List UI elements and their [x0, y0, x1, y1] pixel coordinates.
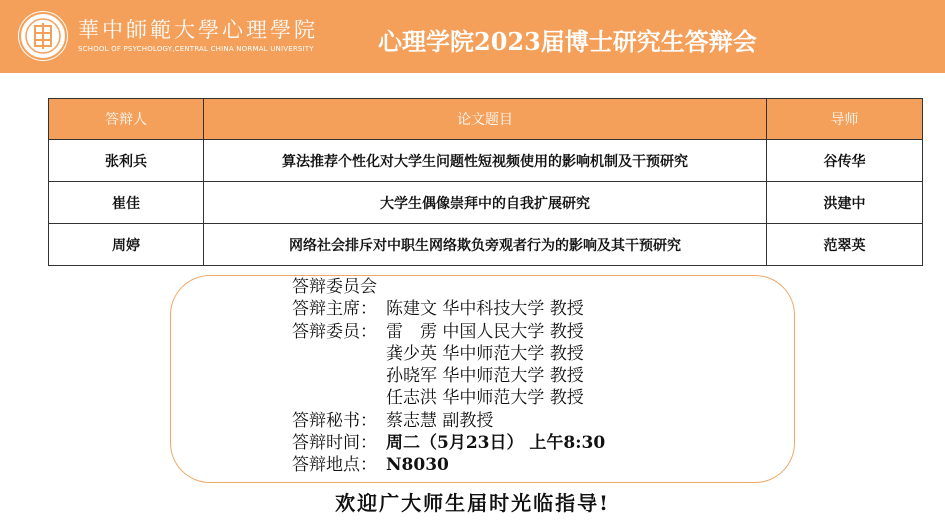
table-row — [49, 182, 923, 224]
member-value: 孙晓军 华中师范大学 教授 — [386, 366, 584, 387]
secretary-value: 蔡志慧 副教授 — [386, 410, 494, 431]
committee-time-row — [292, 432, 605, 454]
time-label: 答辩时间： — [292, 433, 377, 454]
place-label: 答辩地点： — [292, 455, 377, 476]
committee-heading: 答辩委员会 — [292, 277, 377, 297]
committee-secretary-row — [292, 410, 605, 432]
thesis-cell: 算法推荐个性化对大学生问题性短视频使用的影响机制及干预研究 — [204, 140, 767, 182]
table-row — [49, 140, 923, 182]
committee-place-row — [292, 454, 605, 476]
table-row — [49, 224, 923, 266]
member-value: 任志洪 华中师范大学 教授 — [386, 388, 584, 409]
chair-label: 答辩主席： — [292, 299, 377, 320]
school-name-en: SCHOOL OF PSYCHOLOGY,CENTRAL CHINA NORMAL UNIVERSITY — [78, 45, 314, 53]
committee-member-row — [292, 343, 605, 365]
column-header-thesis: 论文题目 — [204, 99, 767, 140]
school-name-cn: 華中師範大學心理學院 — [78, 18, 318, 42]
defender-cell: 周婷 — [49, 224, 204, 266]
advisor-cell: 洪建中 — [767, 182, 923, 224]
committee-chair-row — [292, 298, 605, 320]
committee-member-row — [292, 365, 605, 387]
committee-member-row — [292, 321, 605, 343]
thesis-cell: 网络社会排斥对中职生网络欺负旁观者行为的影响及其干预研究 — [204, 224, 767, 266]
defender-cell: 崔佳 — [49, 182, 204, 224]
advisor-cell: 范翠英 — [767, 224, 923, 266]
defender-cell: 张利兵 — [49, 140, 204, 182]
member-value: 龚少英 华中师范大学 教授 — [386, 343, 584, 364]
advisor-cell: 谷传华 — [767, 140, 923, 182]
time-value: 周二（5月23日） 上午8:30 — [386, 433, 606, 454]
page-title: 心理学院2023届博士研究生答辩会 — [378, 27, 757, 56]
committee-member-row — [292, 387, 605, 409]
committee-info — [292, 276, 605, 477]
place-value: N8030 — [386, 455, 449, 476]
welcome-message: 欢迎广大师生届时光临指导! — [335, 491, 610, 515]
defense-schedule-table — [48, 98, 923, 266]
header-banner — [0, 0, 945, 73]
chair-value: 陈建文 华中科技大学 教授 — [386, 299, 584, 320]
column-header-advisor: 导师 — [767, 99, 923, 140]
secretary-label: 答辩秘书： — [292, 410, 377, 431]
table-header-row — [49, 99, 923, 140]
school-emblem-icon — [18, 11, 68, 61]
members-label: 答辩委员： — [292, 321, 377, 342]
column-header-defender: 答辩人 — [49, 99, 204, 140]
member-value: 雷 雳 中国人民大学 教授 — [386, 321, 584, 342]
thesis-cell: 大学生偶像崇拜中的自我扩展研究 — [204, 182, 767, 224]
